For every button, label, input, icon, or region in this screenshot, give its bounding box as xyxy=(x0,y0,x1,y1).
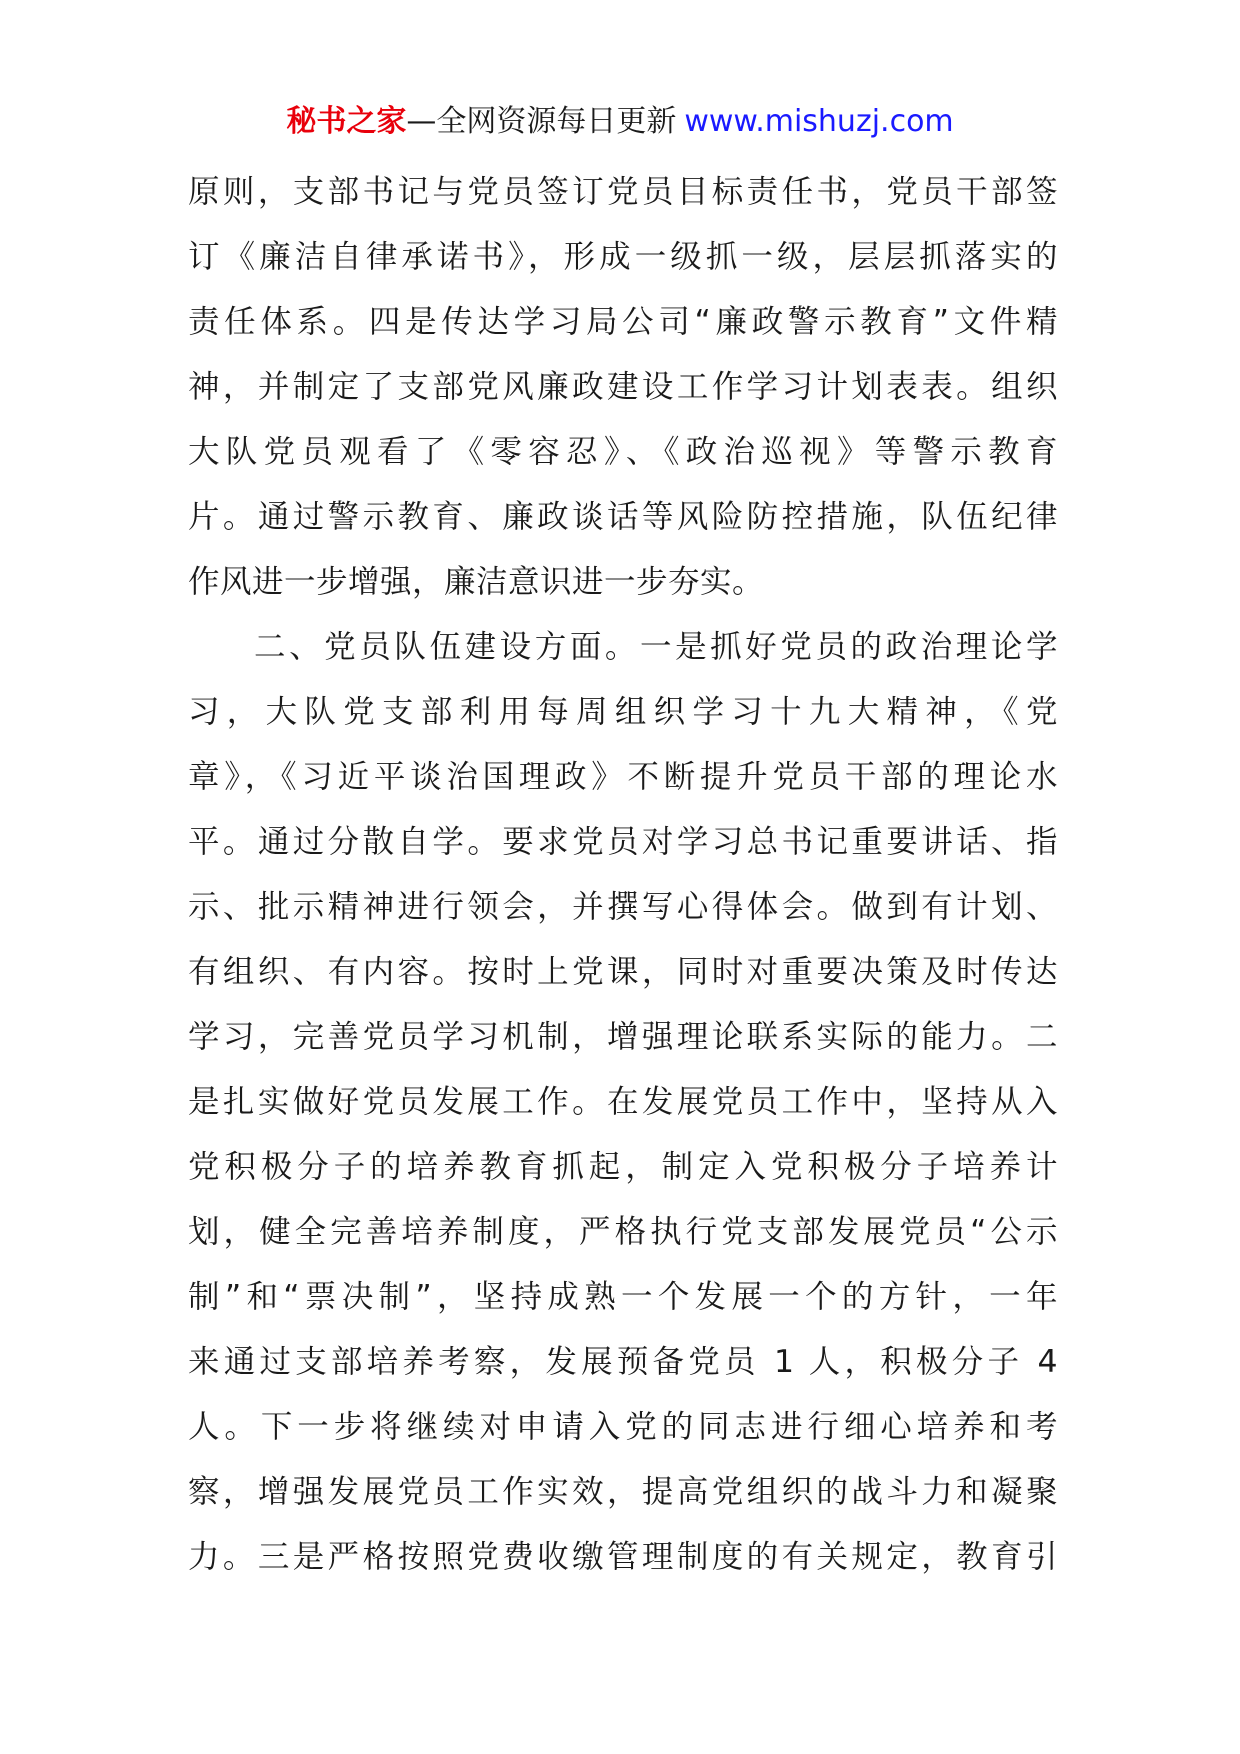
text-line: 是扎实做好党员发展工作。在发展党员工作中，坚持从入 xyxy=(188,1084,1058,1120)
text-line: 作风进一步增强，廉洁意识进一步夯实。 xyxy=(188,564,765,600)
text-line: 章》，《习近平谈治国理政》不断提升党员干部的理论水 xyxy=(188,759,1058,795)
document-body xyxy=(188,160,1058,1590)
text-line: 订《廉洁自律承诺书》，形成一级抓一级，层层抓落实的 xyxy=(188,239,1058,275)
text-line: 片。通过警示教育、廉政谈话等风险防控措施，队伍纪律 xyxy=(188,499,1058,535)
paragraph-start-line: 二、党员队伍建设方面。一是抓好党员的政治理论学 xyxy=(254,629,1058,665)
text-line: 制”和“票决制”，坚持成熟一个发展一个的方针，一年 xyxy=(188,1279,1058,1315)
text-line: 划，健全完善培养制度，严格执行党支部发展党员“公示 xyxy=(188,1214,1058,1250)
site-slogan: —全网资源每日更新 xyxy=(406,104,677,139)
text-line: 学习，完善党员学习机制，增强理论联系实际的能力。二 xyxy=(188,1019,1058,1055)
text-line: 平。通过分散自学。要求党员对学习总书记重要讲话、指 xyxy=(188,824,1058,860)
site-brand: 秘书之家 xyxy=(286,104,407,139)
text-line: 习，大队党支部利用每周组织学习十九大精神，《党 xyxy=(188,694,1058,730)
text-line: 人。下一步将继续对申请入党的同志进行细心培养和考 xyxy=(188,1409,1058,1445)
text-line: 党积极分子的培养教育抓起，制定入党积极分子培养计 xyxy=(188,1149,1058,1185)
text-line: 大队党员观看了《零容忍》、《政治巡视》等警示教育 xyxy=(188,434,1058,470)
text-line: 有组织、有内容。按时上党课，同时对重要决策及时传达 xyxy=(188,954,1058,990)
site-header xyxy=(0,100,1240,144)
text-line: 原则，支部书记与党员签订党员目标责任书，党员干部签 xyxy=(188,174,1058,210)
text-line: 来通过支部培养考察，发展预备党员 1 人，积极分子 4 xyxy=(188,1344,1058,1380)
text-line: 责任体系。四是传达学习局公司“廉政警示教育”文件精 xyxy=(188,304,1058,340)
site-url-link[interactable]: www.mishuzj.com xyxy=(684,104,954,139)
text-line: 察，增强发展党员工作实效，提高党组织的战斗力和凝聚 xyxy=(188,1474,1058,1510)
text-line: 神，并制定了支部党风廉政建设工作学习计划表表。组织 xyxy=(188,369,1058,405)
text-line: 力。三是严格按照党费收缴管理制度的有关规定，教育引 xyxy=(188,1539,1058,1575)
text-line: 示、批示精神进行领会，并撰写心得体会。做到有计划、 xyxy=(188,889,1058,925)
